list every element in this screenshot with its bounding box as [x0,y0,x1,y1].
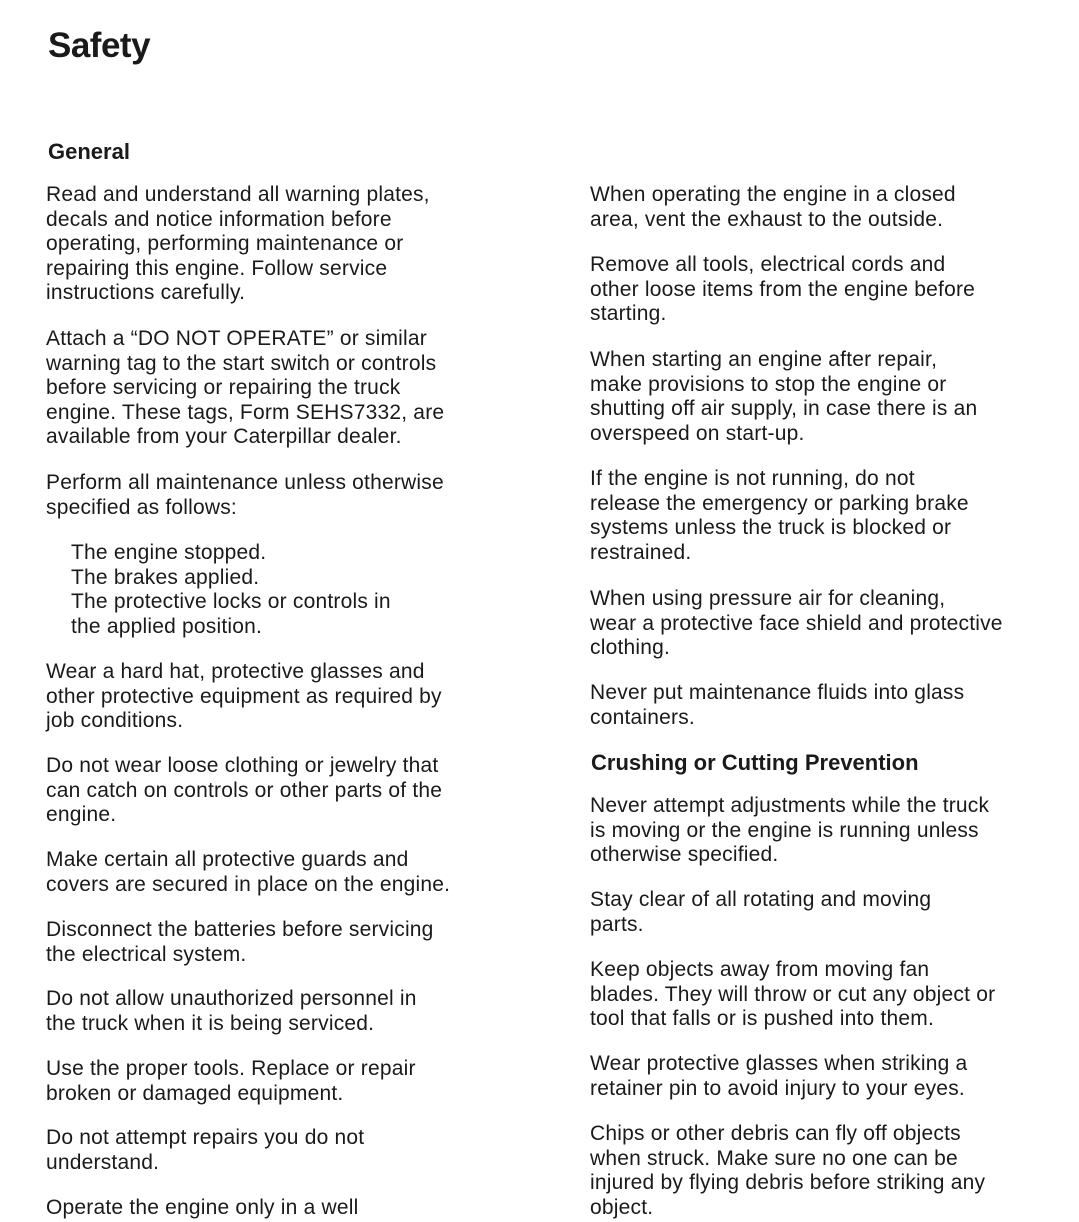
paragraph-guards: Make certain all protective guards and covers are secured in place on the engine. [46,848,451,896]
paragraph-loose-clothing: Do not wear loose clothing or jewelry that can catch on controls or other parts of the engine. [46,754,443,827]
section-heading-crushing: Crushing or Cutting Prevention [591,750,919,775]
paragraph-closed-area: When operating the engine in a closed area, vent the exhaust to the outside. [590,183,956,231]
paragraph-protective-equipment: Wear a hard hat, protective glasses and other protective equipment as required by job conditions. [46,660,442,733]
paragraph-batteries: Disconnect the batteries before servicing the electrical system. [46,918,434,966]
paragraph-read-warnings: Read and understand all warning plates, decals and notice information before operating, performing maintenance or repairing this engine. Follow service instructions carefully. [46,183,430,305]
list-maintenance-conditions: The engine stopped. The brakes applied. The protective locks or controls in the applied position. [71,541,391,638]
paragraph-adjustments: Never attempt adjustments while the truck is moving or the engine is running unless otherwise specified. [590,794,990,867]
paragraph-glass-containers: Never put maintenance fluids into glass containers. [590,681,965,729]
paragraph-starting-after-repair: When starting an engine after repair, make provisions to stop the engine or shutting off air supply, in case there is an overspeed on start-up. [590,348,978,445]
section-heading-general: General [48,139,130,164]
paragraph-fan-blades: Keep objects away from moving fan blades. They will throw or cut any object or tool that falls or is pushed into them. [590,958,996,1031]
paragraph-proper-tools: Use the proper tools. Replace or repair broken or damaged equipment. [46,1057,416,1105]
paragraph-ventilation: Operate the engine only in a well [46,1196,359,1219]
paragraph-repairs: Do not attempt repairs you do not understand. [46,1126,365,1174]
paragraph-rotating-parts: Stay clear of all rotating and moving parts. [590,888,932,936]
paragraph-flying-debris: Chips or other debris can fly off objects when struck. Make sure no one can be injured by flying debris before striking any object. [590,1122,986,1219]
paragraph-retainer-pin: Wear protective glasses when striking a retainer pin to avoid injury to your eyes. [590,1052,968,1100]
paragraph-personnel: Do not allow unauthorized personnel in the truck when it is being serviced. [46,987,417,1035]
paragraph-perform-maintenance: Perform all maintenance unless otherwise specified as follows: [46,471,444,519]
paragraph-parking-brake: If the engine is not running, do not release the emergency or parking brake systems unless the truck is blocked or restrained. [590,467,969,564]
paragraph-remove-tools: Remove all tools, electrical cords and other loose items from the engine before starting. [590,253,976,326]
page-title: Safety [48,26,151,65]
paragraph-attach-tag: Attach a “DO NOT OPERATE” or similar warning tag to the start switch or controls before servicing or repairing the truck engine. These tags, Form SEHS7332, are available from your Caterpillar dealer. [46,327,445,449]
paragraph-pressure-air: When using pressure air for cleaning, wear a protective face shield and protective clothing. [590,587,1003,660]
